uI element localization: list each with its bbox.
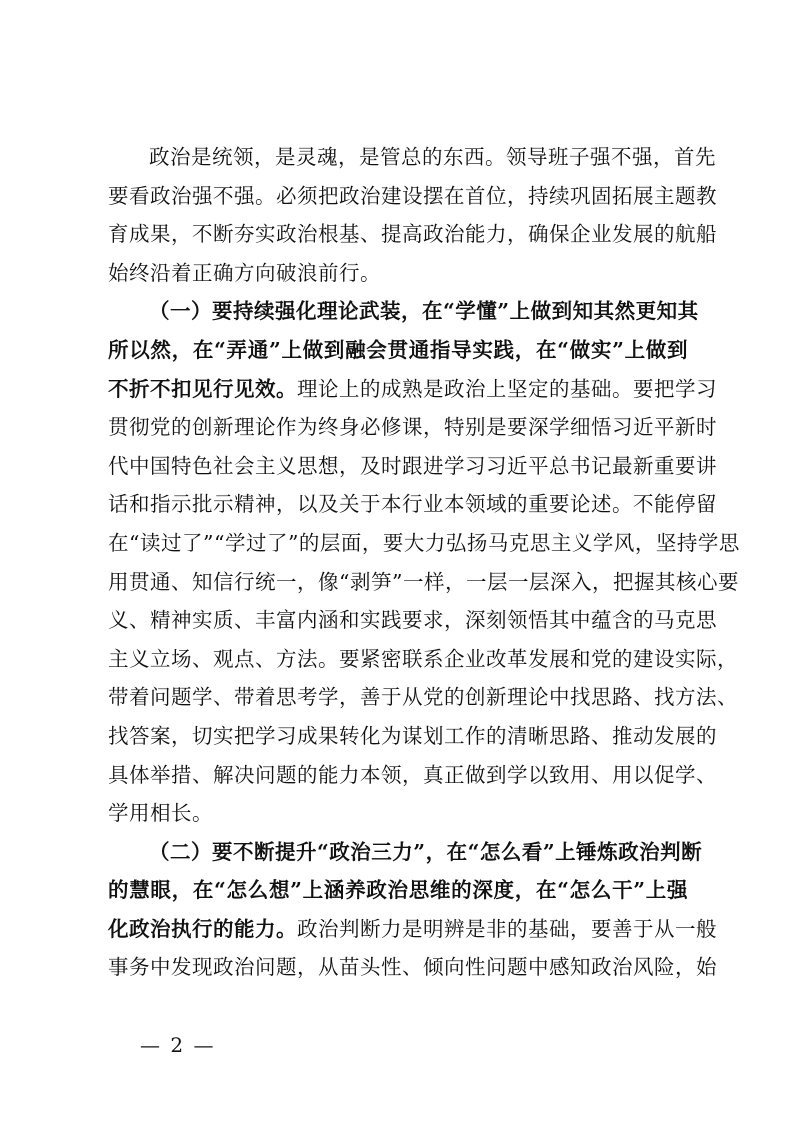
paragraph-line: 贯彻党的创新理论作为终身必修课，特别是要深学细悟习近平新时 (108, 415, 717, 440)
paragraph-line: 义、精神实质、丰富内涵和实践要求，深刻领悟其中蕴含的马克思 (108, 608, 717, 633)
paragraph-line: 始终沿着正确方向破浪前行。 (108, 260, 381, 285)
paragraph-line: 化政治执行的能力。政治判断力是明辨是非的基础，要善于从一般 (108, 916, 717, 941)
body-text (108, 138, 740, 987)
paragraph-line: 主义立场、观点、方法。要紧密联系企业改革发展和党的建设实际， (108, 646, 738, 671)
page-number: — 2 — (140, 1033, 216, 1057)
paragraph-line: 代中国特色社会主义思想，及时跟进学习习近平总书记最新重要讲 (108, 453, 717, 478)
paragraph-line: 学用相长。 (108, 801, 213, 826)
paragraph-line: 带着问题学、带着思考学，善于从党的创新理论中找思路、找方法、 (108, 685, 738, 710)
paragraph-line: 用贯通、知信行统一，像“剥笋”一样，一层一层深入，把握其核心要 (108, 569, 739, 594)
paragraph-line: 找答案，切实把学习成果转化为谋划工作的清晰思路、推动发展的 (108, 723, 717, 748)
paragraph-line: 育成果，不断夯实政治根基、提高政治能力，确保企业发展的航船 (108, 222, 717, 247)
paragraph-line: 话和指示批示精神，以及关于本行业本领域的重要论述。不能停留 (108, 492, 717, 517)
paragraph-line: 具体举措、解决问题的能力本领，真正做到学以致用、用以促学、 (108, 762, 717, 787)
paragraph-line: 要看政治强不强。必须把政治建设摆在首位，持续巩固拓展主题教 (108, 183, 717, 208)
paragraph-line: 事务中发现政治问题，从苗头性、倾向性问题中感知政治风险，始 (108, 955, 717, 980)
paragraph-line: 不折不扣见行见效。理论上的成熟是政治上坚定的基础。要把学习 (108, 376, 717, 401)
section-heading-2: （二）要不断提升“政治三力”，在“怎么看”上锤炼政治判断 (149, 839, 703, 864)
paragraph-line: 政治是统领，是灵魂，是管总的东西。领导班子强不强，首先 (149, 145, 716, 169)
section-heading-1: （一）要持续强化理论武装，在“学懂”上做到知其然更知其 (149, 299, 699, 324)
paragraph-line: 在“读过了”“学过了”的层面，要大力弘扬马克思主义学风，坚持学思 (108, 530, 740, 555)
section-heading-2: 的慧眼，在“怎么想”上涵养政治思维的深度，在“怎么干”上强 (108, 878, 688, 903)
section-heading-1: 所以然，在“弄通”上做到融会贯通指导实践，在“做实”上做到 (108, 337, 688, 362)
